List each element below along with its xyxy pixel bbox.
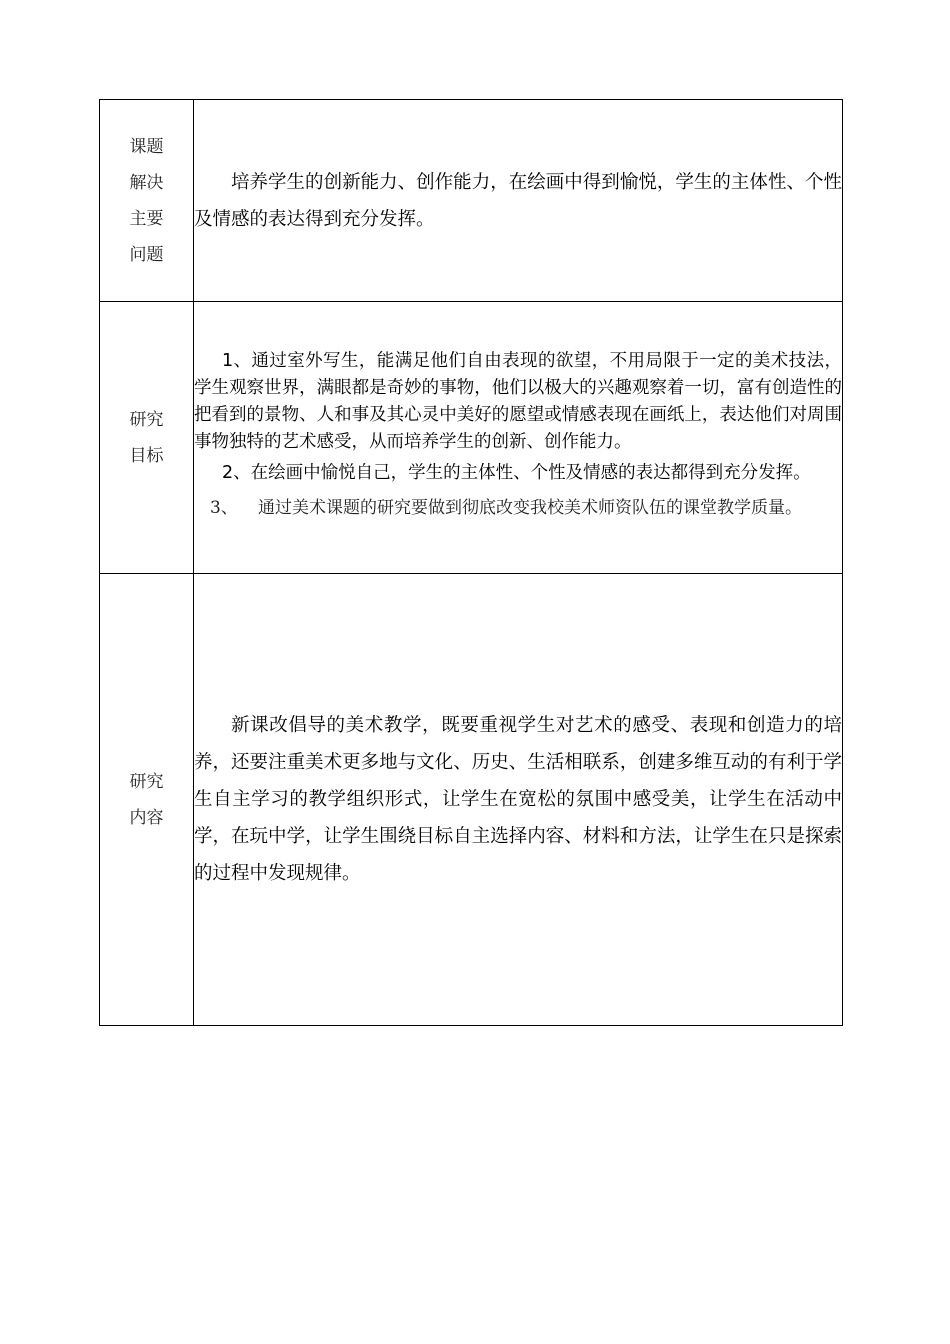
content-text: 新课改倡导的美术教学，既要重视学生对艺术的感受、表现和创造力的培养，还要注重美术更多地与文化、历史、生活相联系，创建多维互动的有利于学生自主学习的教学组织形式，让学生在宽松的氛围中感受美，让学生在活动中学，在玩中学，让学生围绕目标自主选择内容、材料和方法，让学生在只是探索的过程中发现规律。 [194,715,842,884]
label-line: 问题 [129,244,164,265]
table-row-problem [100,100,843,302]
label-line: 课题 [129,136,164,157]
goal-item-2: 2、在绘画中愉悦自己，学生的主体性、个性及情感的表达都得到充分发挥。 [222,463,811,483]
label-line: 内容 [129,807,164,828]
row-content-goals [194,302,843,574]
label-line: 解决 [129,172,164,193]
label-line: 研究 [129,409,164,430]
row-label-problem [100,100,194,302]
goal-item-3-text: 通过美术课题的研究要做到彻底改变我校美术师资队伍的课堂教学质量。 [258,498,802,518]
table-row-content [100,574,843,1026]
row-content-problem [194,100,843,302]
row-label-goals [100,302,194,574]
label-line: 主要 [129,208,164,229]
problem-text: 培养学生的创新能力、创作能力，在绘画中得到愉悦，学生的主体性、个性及情感的表达得到充分发挥。 [194,171,842,230]
row-content-content [194,574,843,1026]
row-label-content [100,574,194,1026]
label-line: 目标 [129,445,164,466]
table-row-goals [100,302,843,574]
label-line: 研究 [129,771,164,792]
goal-item-3-number: 3、 [210,498,238,518]
goal-item-3 [194,489,842,527]
goal-item-1: 1、通过室外写生，能满足他们自由表现的欲望，不用局限于一定的美术技法，学生观察世界，满眼都是奇妙的事物，他们以极大的兴趣观察着一切，富有创造性的把看到的景物、人和事及其心灵中美好的愿望或情感表现在画纸上，表达他们对周围事物独特的艺术感受，从而培养学生的创新、创作能力。 [194,351,842,452]
research-table [99,99,843,1026]
